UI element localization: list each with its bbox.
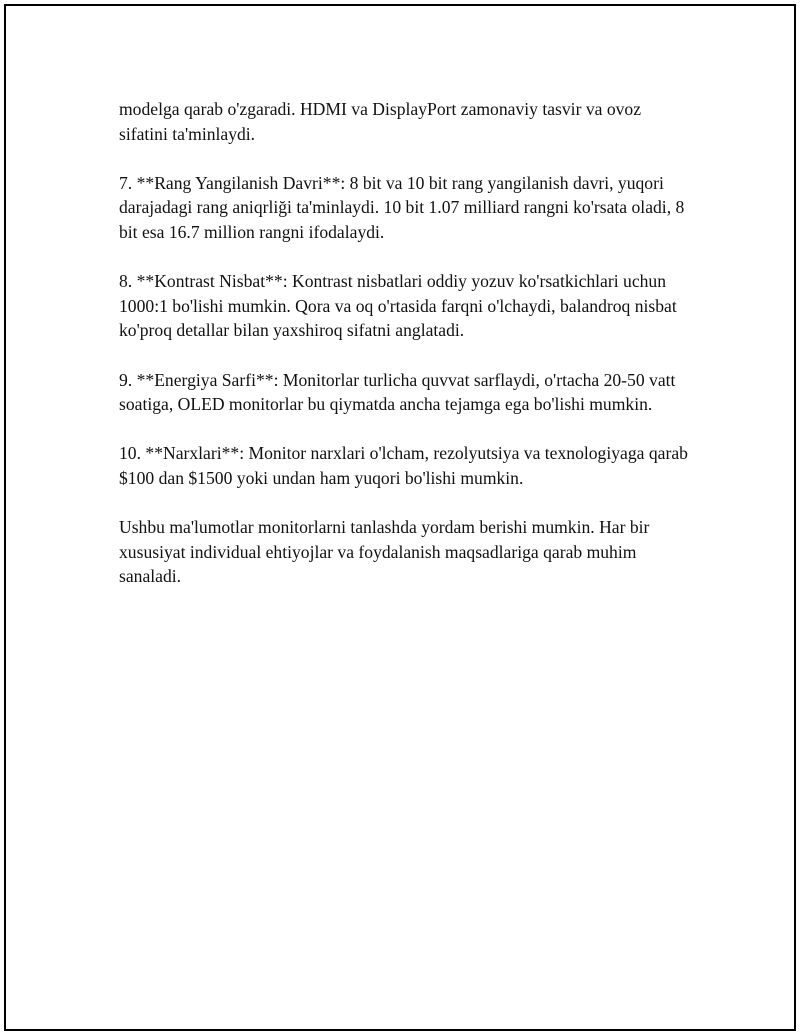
paragraph-item-9: 9. **Energiya Sarfi**: Monitorlar turlicha quvvat sarflaydi, o'rtacha 20-50 vatt soatiga, OLED monitorlar bu qiymatda ancha tejamga ega bo'lishi mumkin. (119, 369, 676, 415)
document-body (119, 97, 689, 613)
document-page (4, 4, 796, 1031)
paragraph-item-7: 7. **Rang Yangilanish Davri**: 8 bit va 10 bit rang yangilanish davri, yuqori darajadagi rang aniqrliği ta'minlaydi. 10 bit 1.07 milliard rangni ko'rsata oladi, 8 bit esa 16.7 million rangni ifodalaydi. (119, 172, 685, 242)
paragraph-intro-continuation: modelga qarab o'zgaradi. HDMI va DisplayPort zamonaviy tasvir va ovoz sifatini ta'minlaydi. (119, 99, 642, 144)
paragraph-item-8: 8. **Kontrast Nisbat**: Kontrast nisbatlari oddiy yozuv ko'rsatkichlari uchun 1000:1 bo'lishi mumkin. Qora va oq o'rtasida farqni o'lchaydi, balandroq nisbat ko'proq detallar bilan yaxshiroq sifatni anglatadi. (119, 271, 677, 341)
paragraph-item-10: 10. **Narxlari**: Monitor narxlari o'lcham, rezolyutsiya va texnologiyaga qarab $100 dan $1500 yoki undan ham yuqori bo'lishi mumkin. (119, 443, 688, 488)
paragraph-conclusion: Ushbu ma'lumotlar monitorlarni tanlashda yordam berishi mumkin. Har bir xususiyat individual ehtiyojlar va foydalanish maqsadlariga qarab muhim sanaladi. (119, 517, 650, 587)
